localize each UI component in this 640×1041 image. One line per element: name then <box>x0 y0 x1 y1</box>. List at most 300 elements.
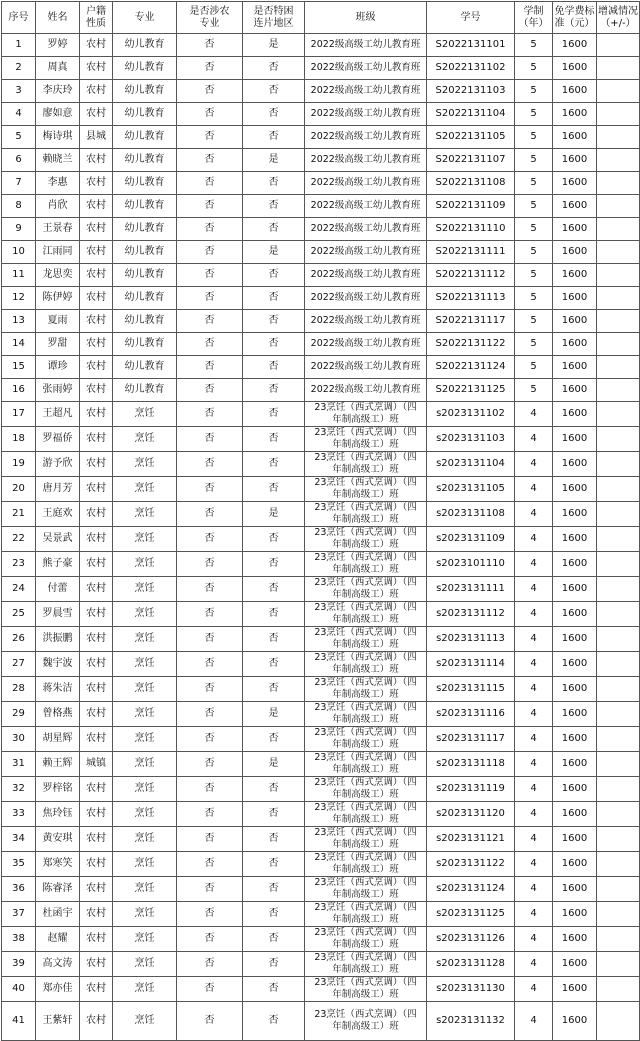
cell-household: 农村 <box>80 627 113 652</box>
cell-duration: 5 <box>515 379 553 402</box>
cell-student-id: s2023131126 <box>427 927 515 952</box>
cell-change <box>597 727 640 752</box>
cell-student-id: s2023131105 <box>427 477 515 502</box>
cell-duration: 4 <box>515 602 553 627</box>
cell-change <box>597 427 640 452</box>
cell-household: 农村 <box>80 241 113 264</box>
cell-agri: 否 <box>177 727 243 752</box>
cell-change <box>597 379 640 402</box>
cell-household: 农村 <box>80 477 113 502</box>
cell-name: 王超凡 <box>36 402 80 427</box>
cell-name: 胡星辉 <box>36 727 80 752</box>
cell-agri: 否 <box>177 34 243 57</box>
cell-duration: 5 <box>515 80 553 103</box>
cell-name: 赵耀 <box>36 927 80 952</box>
cell-household: 城镇 <box>80 752 113 777</box>
cell-major: 幼儿教育 <box>113 379 177 402</box>
cell-seq: 37 <box>2 902 36 927</box>
table-row <box>2 1002 640 1041</box>
cell-major: 烹饪 <box>113 677 177 702</box>
cell-poverty: 否 <box>243 264 305 287</box>
cell-household: 农村 <box>80 427 113 452</box>
cell-agri: 否 <box>177 927 243 952</box>
cell-poverty: 否 <box>243 677 305 702</box>
cell-class: 2022级高级工幼儿教育班 <box>305 172 427 195</box>
cell-fee: 1600 <box>553 310 597 333</box>
cell-fee: 1600 <box>553 287 597 310</box>
cell-class: 2022级高级工幼儿教育班 <box>305 379 427 402</box>
cell-major: 烹饪 <box>113 727 177 752</box>
cell-poverty: 否 <box>243 552 305 577</box>
cell-household: 农村 <box>80 80 113 103</box>
cell-seq: 18 <box>2 427 36 452</box>
cell-class: 23烹饪（西式烹调）（四 年制高级工）班 <box>305 502 427 527</box>
cell-seq: 32 <box>2 777 36 802</box>
cell-fee: 1600 <box>553 927 597 952</box>
cell-class: 23烹饪（西式烹调）（四 年制高级工）班 <box>305 527 427 552</box>
cell-agri: 否 <box>177 602 243 627</box>
cell-poverty: 是 <box>243 149 305 172</box>
cell-poverty: 否 <box>243 477 305 502</box>
cell-name: 廖如意 <box>36 103 80 126</box>
cell-duration: 5 <box>515 34 553 57</box>
cell-change <box>597 602 640 627</box>
cell-student-id: s2023131111 <box>427 577 515 602</box>
cell-name: 李庆玲 <box>36 80 80 103</box>
cell-student-id: s2023131119 <box>427 777 515 802</box>
cell-seq: 21 <box>2 502 36 527</box>
cell-class: 2022级高级工幼儿教育班 <box>305 103 427 126</box>
header-agri: 是否涉农 专业 <box>177 2 243 34</box>
cell-agri: 否 <box>177 502 243 527</box>
header-class: 班级 <box>305 2 427 34</box>
cell-student-id: s2023131114 <box>427 652 515 677</box>
cell-household: 农村 <box>80 552 113 577</box>
table-row <box>2 126 640 149</box>
cell-student-id: S2022131102 <box>427 57 515 80</box>
cell-class: 23烹饪（西式烹调）（四 年制高级工）班 <box>305 652 427 677</box>
cell-name: 郑寒笑 <box>36 852 80 877</box>
cell-fee: 1600 <box>553 34 597 57</box>
cell-name: 江雨同 <box>36 241 80 264</box>
cell-change <box>597 677 640 702</box>
table-row <box>2 402 640 427</box>
cell-name: 张雨婷 <box>36 379 80 402</box>
header-seq: 序号 <box>2 2 36 34</box>
cell-seq: 22 <box>2 527 36 552</box>
cell-fee: 1600 <box>553 402 597 427</box>
cell-poverty: 否 <box>243 126 305 149</box>
cell-class: 23烹饪（西式烹调）（四 年制高级工）班 <box>305 477 427 502</box>
cell-major: 烹饪 <box>113 977 177 1002</box>
cell-household: 农村 <box>80 727 113 752</box>
cell-class: 23烹饪（西式烹调）（四 年制高级工）班 <box>305 552 427 577</box>
table-row <box>2 149 640 172</box>
cell-fee: 1600 <box>553 677 597 702</box>
cell-poverty: 否 <box>243 356 305 379</box>
cell-name: 梅诗琪 <box>36 126 80 149</box>
cell-student-id: S2022131122 <box>427 333 515 356</box>
cell-change <box>597 57 640 80</box>
cell-change <box>597 34 640 57</box>
cell-major: 烹饪 <box>113 777 177 802</box>
cell-class: 23烹饪（西式烹调）（四 年制高级工）班 <box>305 952 427 977</box>
cell-poverty: 否 <box>243 627 305 652</box>
cell-duration: 5 <box>515 287 553 310</box>
cell-change <box>597 149 640 172</box>
cell-fee: 1600 <box>553 103 597 126</box>
cell-class: 23烹饪（西式烹调）（四 年制高级工）班 <box>305 877 427 902</box>
cell-poverty: 否 <box>243 333 305 356</box>
cell-fee: 1600 <box>553 827 597 852</box>
cell-household: 县城 <box>80 126 113 149</box>
cell-change <box>597 241 640 264</box>
cell-poverty: 否 <box>243 727 305 752</box>
cell-poverty: 否 <box>243 379 305 402</box>
cell-student-id: s2023131109 <box>427 527 515 552</box>
cell-household: 农村 <box>80 287 113 310</box>
cell-class: 23烹饪（西式烹调）（四 年制高级工）班 <box>305 777 427 802</box>
cell-poverty: 否 <box>243 527 305 552</box>
cell-agri: 否 <box>177 777 243 802</box>
cell-household: 农村 <box>80 1002 113 1041</box>
cell-student-id: S2022131125 <box>427 379 515 402</box>
cell-fee: 1600 <box>553 752 597 777</box>
cell-agri: 否 <box>177 627 243 652</box>
cell-class: 23烹饪（西式烹调）（四 年制高级工）班 <box>305 677 427 702</box>
table-row <box>2 877 640 902</box>
cell-duration: 4 <box>515 577 553 602</box>
cell-major: 幼儿教育 <box>113 218 177 241</box>
cell-change <box>597 402 640 427</box>
cell-agri: 否 <box>177 126 243 149</box>
cell-class: 2022级高级工幼儿教育班 <box>305 126 427 149</box>
cell-major: 烹饪 <box>113 877 177 902</box>
cell-agri: 否 <box>177 952 243 977</box>
cell-class: 23烹饪（西式烹调）（四 年制高级工）班 <box>305 1002 427 1041</box>
cell-household: 农村 <box>80 218 113 241</box>
cell-name: 洪振鹏 <box>36 627 80 652</box>
cell-agri: 否 <box>177 902 243 927</box>
cell-household: 农村 <box>80 333 113 356</box>
cell-fee: 1600 <box>553 702 597 727</box>
cell-agri: 否 <box>177 80 243 103</box>
cell-student-id: s2023131117 <box>427 727 515 752</box>
cell-agri: 否 <box>177 677 243 702</box>
cell-seq: 13 <box>2 310 36 333</box>
cell-name: 李惠 <box>36 172 80 195</box>
cell-name: 熊子豪 <box>36 552 80 577</box>
header-duration: 学制 （年） <box>515 2 553 34</box>
cell-class: 2022级高级工幼儿教育班 <box>305 264 427 287</box>
cell-household: 农村 <box>80 952 113 977</box>
cell-duration: 4 <box>515 527 553 552</box>
cell-household: 农村 <box>80 702 113 727</box>
cell-class: 23烹饪（西式烹调）（四 年制高级工）班 <box>305 602 427 627</box>
cell-fee: 1600 <box>553 802 597 827</box>
cell-household: 农村 <box>80 652 113 677</box>
cell-student-id: S2022131107 <box>427 149 515 172</box>
cell-class: 23烹饪（西式烹调）（四 年制高级工）班 <box>305 752 427 777</box>
cell-seq: 27 <box>2 652 36 677</box>
cell-student-id: S2022131113 <box>427 287 515 310</box>
cell-poverty: 否 <box>243 952 305 977</box>
cell-agri: 否 <box>177 333 243 356</box>
cell-fee: 1600 <box>553 379 597 402</box>
cell-fee: 1600 <box>553 241 597 264</box>
table-row <box>2 356 640 379</box>
cell-agri: 否 <box>177 379 243 402</box>
cell-household: 农村 <box>80 172 113 195</box>
cell-seq: 29 <box>2 702 36 727</box>
cell-class: 2022级高级工幼儿教育班 <box>305 80 427 103</box>
cell-fee: 1600 <box>553 172 597 195</box>
cell-duration: 5 <box>515 356 553 379</box>
cell-seq: 7 <box>2 172 36 195</box>
cell-agri: 否 <box>177 552 243 577</box>
cell-poverty: 否 <box>243 1002 305 1041</box>
cell-change <box>597 827 640 852</box>
cell-major: 幼儿教育 <box>113 126 177 149</box>
cell-poverty: 是 <box>243 241 305 264</box>
cell-class: 2022级高级工幼儿教育班 <box>305 149 427 172</box>
cell-poverty: 否 <box>243 852 305 877</box>
cell-duration: 4 <box>515 902 553 927</box>
table-row <box>2 195 640 218</box>
cell-name: 杜函宇 <box>36 902 80 927</box>
cell-agri: 否 <box>177 287 243 310</box>
header-fee: 免学费标 准（元） <box>553 2 597 34</box>
cell-name: 王庭欢 <box>36 502 80 527</box>
cell-duration: 4 <box>515 427 553 452</box>
cell-name: 赖晓兰 <box>36 149 80 172</box>
cell-major: 烹饪 <box>113 552 177 577</box>
cell-duration: 5 <box>515 172 553 195</box>
cell-student-id: s2023131112 <box>427 602 515 627</box>
cell-seq: 19 <box>2 452 36 477</box>
header-student-id: 学号 <box>427 2 515 34</box>
cell-household: 农村 <box>80 677 113 702</box>
cell-student-id: s2023131121 <box>427 827 515 852</box>
cell-change <box>597 877 640 902</box>
cell-seq: 41 <box>2 1002 36 1041</box>
cell-change <box>597 356 640 379</box>
cell-student-id: s2023131115 <box>427 677 515 702</box>
cell-seq: 39 <box>2 952 36 977</box>
table-row <box>2 927 640 952</box>
cell-seq: 4 <box>2 103 36 126</box>
cell-major: 幼儿教育 <box>113 310 177 333</box>
table-row <box>2 627 640 652</box>
cell-duration: 5 <box>515 126 553 149</box>
cell-major: 烹饪 <box>113 902 177 927</box>
header-poverty: 是否特困 连片地区 <box>243 2 305 34</box>
cell-change <box>597 80 640 103</box>
cell-seq: 8 <box>2 195 36 218</box>
cell-agri: 否 <box>177 218 243 241</box>
cell-change <box>597 218 640 241</box>
cell-seq: 12 <box>2 287 36 310</box>
cell-class: 23烹饪（西式烹调）（四 年制高级工）班 <box>305 902 427 927</box>
cell-student-id: S2022131111 <box>427 241 515 264</box>
table-row <box>2 477 640 502</box>
table-row <box>2 602 640 627</box>
cell-change <box>597 172 640 195</box>
cell-seq: 28 <box>2 677 36 702</box>
cell-duration: 4 <box>515 552 553 577</box>
cell-poverty: 否 <box>243 452 305 477</box>
cell-fee: 1600 <box>553 552 597 577</box>
cell-agri: 否 <box>177 477 243 502</box>
cell-seq: 15 <box>2 356 36 379</box>
cell-major: 幼儿教育 <box>113 241 177 264</box>
cell-duration: 4 <box>515 652 553 677</box>
cell-change <box>597 927 640 952</box>
cell-agri: 否 <box>177 427 243 452</box>
table-row <box>2 777 640 802</box>
cell-student-id: s2023131102 <box>427 402 515 427</box>
cell-duration: 4 <box>515 627 553 652</box>
table-row <box>2 727 640 752</box>
cell-seq: 34 <box>2 827 36 852</box>
cell-duration: 4 <box>515 852 553 877</box>
cell-household: 农村 <box>80 577 113 602</box>
cell-change <box>597 802 640 827</box>
cell-duration: 4 <box>515 702 553 727</box>
cell-agri: 否 <box>177 452 243 477</box>
cell-name: 焦玲钰 <box>36 802 80 827</box>
cell-major: 幼儿教育 <box>113 264 177 287</box>
cell-change <box>597 310 640 333</box>
cell-name: 陈伊婷 <box>36 287 80 310</box>
cell-agri: 否 <box>177 264 243 287</box>
cell-fee: 1600 <box>553 477 597 502</box>
cell-student-id: S2022131105 <box>427 126 515 149</box>
cell-student-id: s2023131130 <box>427 977 515 1002</box>
cell-poverty: 否 <box>243 802 305 827</box>
cell-student-id: S2022131103 <box>427 80 515 103</box>
cell-agri: 否 <box>177 827 243 852</box>
cell-household: 农村 <box>80 877 113 902</box>
cell-seq: 26 <box>2 627 36 652</box>
cell-change <box>597 527 640 552</box>
cell-poverty: 是 <box>243 702 305 727</box>
cell-change <box>597 287 640 310</box>
cell-major: 烹饪 <box>113 627 177 652</box>
cell-class: 2022级高级工幼儿教育班 <box>305 333 427 356</box>
cell-agri: 否 <box>177 356 243 379</box>
table-row <box>2 452 640 477</box>
cell-change <box>597 702 640 727</box>
cell-duration: 4 <box>515 752 553 777</box>
cell-seq: 33 <box>2 802 36 827</box>
header-name: 姓名 <box>36 2 80 34</box>
cell-poverty: 否 <box>243 777 305 802</box>
cell-seq: 14 <box>2 333 36 356</box>
cell-seq: 2 <box>2 57 36 80</box>
cell-major: 烹饪 <box>113 827 177 852</box>
cell-household: 农村 <box>80 602 113 627</box>
cell-change <box>597 577 640 602</box>
cell-duration: 5 <box>515 57 553 80</box>
cell-fee: 1600 <box>553 852 597 877</box>
cell-poverty: 否 <box>243 402 305 427</box>
cell-agri: 否 <box>177 172 243 195</box>
cell-duration: 5 <box>515 195 553 218</box>
cell-major: 烹饪 <box>113 702 177 727</box>
table-row <box>2 902 640 927</box>
cell-major: 烹饪 <box>113 952 177 977</box>
cell-student-id: s2023131104 <box>427 452 515 477</box>
cell-seq: 38 <box>2 927 36 952</box>
cell-agri: 否 <box>177 652 243 677</box>
cell-seq: 11 <box>2 264 36 287</box>
cell-fee: 1600 <box>553 527 597 552</box>
cell-duration: 4 <box>515 877 553 902</box>
cell-major: 烹饪 <box>113 577 177 602</box>
cell-major: 烹饪 <box>113 402 177 427</box>
cell-fee: 1600 <box>553 977 597 1002</box>
table-row <box>2 677 640 702</box>
cell-agri: 否 <box>177 702 243 727</box>
cell-class: 23烹饪（西式烹调）（四 年制高级工）班 <box>305 577 427 602</box>
cell-name: 肖欣 <box>36 195 80 218</box>
cell-class: 23烹饪（西式烹调）（四 年制高级工）班 <box>305 827 427 852</box>
cell-agri: 否 <box>177 877 243 902</box>
cell-fee: 1600 <box>553 427 597 452</box>
cell-major: 烹饪 <box>113 927 177 952</box>
cell-duration: 4 <box>515 1002 553 1041</box>
cell-seq: 20 <box>2 477 36 502</box>
cell-agri: 否 <box>177 527 243 552</box>
table-row <box>2 577 640 602</box>
cell-student-id: S2022131112 <box>427 264 515 287</box>
cell-student-id: S2022131117 <box>427 310 515 333</box>
cell-seq: 17 <box>2 402 36 427</box>
cell-duration: 4 <box>515 727 553 752</box>
cell-seq: 25 <box>2 602 36 627</box>
cell-poverty: 否 <box>243 195 305 218</box>
cell-seq: 23 <box>2 552 36 577</box>
cell-class: 23烹饪（西式烹调）（四 年制高级工）班 <box>305 852 427 877</box>
cell-fee: 1600 <box>553 877 597 902</box>
cell-household: 农村 <box>80 57 113 80</box>
cell-student-id: s2023131116 <box>427 702 515 727</box>
cell-fee: 1600 <box>553 902 597 927</box>
cell-agri: 否 <box>177 852 243 877</box>
table-row <box>2 379 640 402</box>
cell-change <box>597 852 640 877</box>
cell-duration: 4 <box>515 777 553 802</box>
cell-fee: 1600 <box>553 195 597 218</box>
cell-change <box>597 552 640 577</box>
table-row <box>2 172 640 195</box>
cell-major: 烹饪 <box>113 852 177 877</box>
cell-poverty: 否 <box>243 57 305 80</box>
table-row <box>2 218 640 241</box>
cell-seq: 40 <box>2 977 36 1002</box>
cell-seq: 30 <box>2 727 36 752</box>
cell-fee: 1600 <box>553 952 597 977</box>
cell-poverty: 否 <box>243 80 305 103</box>
cell-household: 农村 <box>80 852 113 877</box>
cell-major: 幼儿教育 <box>113 172 177 195</box>
table-row <box>2 333 640 356</box>
cell-seq: 36 <box>2 877 36 902</box>
cell-duration: 5 <box>515 264 553 287</box>
cell-duration: 4 <box>515 477 553 502</box>
cell-household: 农村 <box>80 502 113 527</box>
